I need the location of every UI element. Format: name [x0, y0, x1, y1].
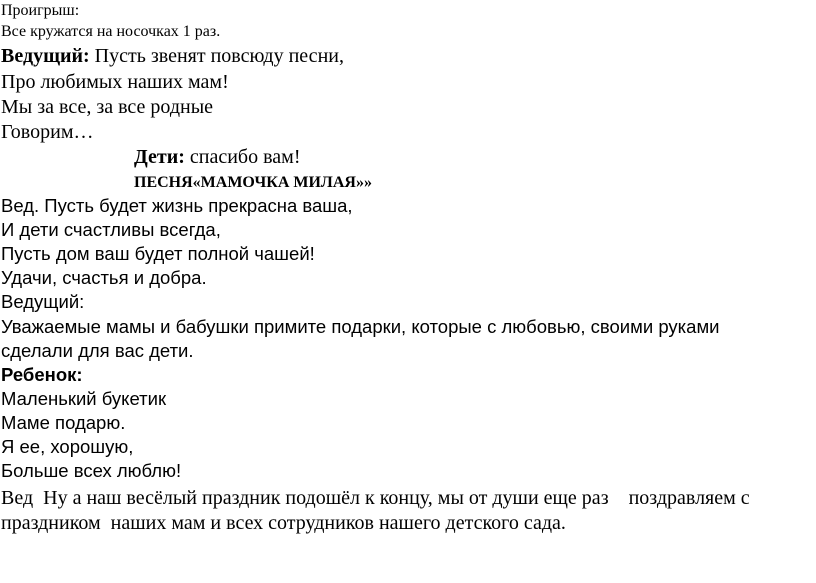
gift-line-2: сделали для вас дети.	[1, 340, 194, 361]
host-line-1	[1, 46, 344, 66]
song-title: ПЕСНЯ«МАМОЧКА МИЛАЯ»»	[134, 174, 372, 191]
host-heading: Ведущий:	[1, 291, 85, 312]
child-poem-3: Я ее, хорошую,	[1, 436, 134, 457]
poem-line-4: Говорим…	[1, 121, 94, 143]
host-verse-2: И дети счастливы всегда,	[1, 219, 221, 240]
host-verse-1: Вед. Пусть будет жизнь прекрасна ваша,	[1, 195, 353, 216]
children-line-text: спасибо вам!	[184, 146, 301, 168]
speaker-label-host: Ведущий:	[1, 45, 90, 67]
host-verse-4: Удачи, счастья и добра.	[1, 267, 207, 288]
stage-direction-interlude: Проигрыш:	[1, 2, 80, 19]
stage-direction-spin: Все кружатся на носочках 1 раз.	[1, 23, 221, 40]
child-poem-2: Маме подарю.	[1, 412, 126, 433]
speaker-label-children: Дети:	[134, 146, 185, 168]
children-line	[134, 147, 300, 167]
poem-line-2: Про любимых наших мам!	[1, 71, 229, 93]
gift-line-1: Уважаемые мамы и бабушки примите подарки, которые с любовью, своими руками	[1, 316, 720, 337]
closing-line-2: праздником наших мам и всех сотрудников нашего детского сада.	[1, 512, 566, 534]
closing-line-1: Вед Ну а наш весёлый праздник подошёл к концу, мы от души еще раз поздравляем с	[1, 487, 750, 509]
child-poem-4: Больше всех люблю!	[1, 460, 182, 481]
host-line-1-text: Пусть звенят повсюду песни,	[89, 45, 344, 67]
poem-line-3: Мы за все, за все родные	[1, 96, 214, 118]
host-verse-3: Пусть дом ваш будет полной чашей!	[1, 243, 315, 264]
child-heading: Ребенок:	[1, 364, 83, 385]
child-poem-1: Маленький букетик	[1, 388, 167, 409]
